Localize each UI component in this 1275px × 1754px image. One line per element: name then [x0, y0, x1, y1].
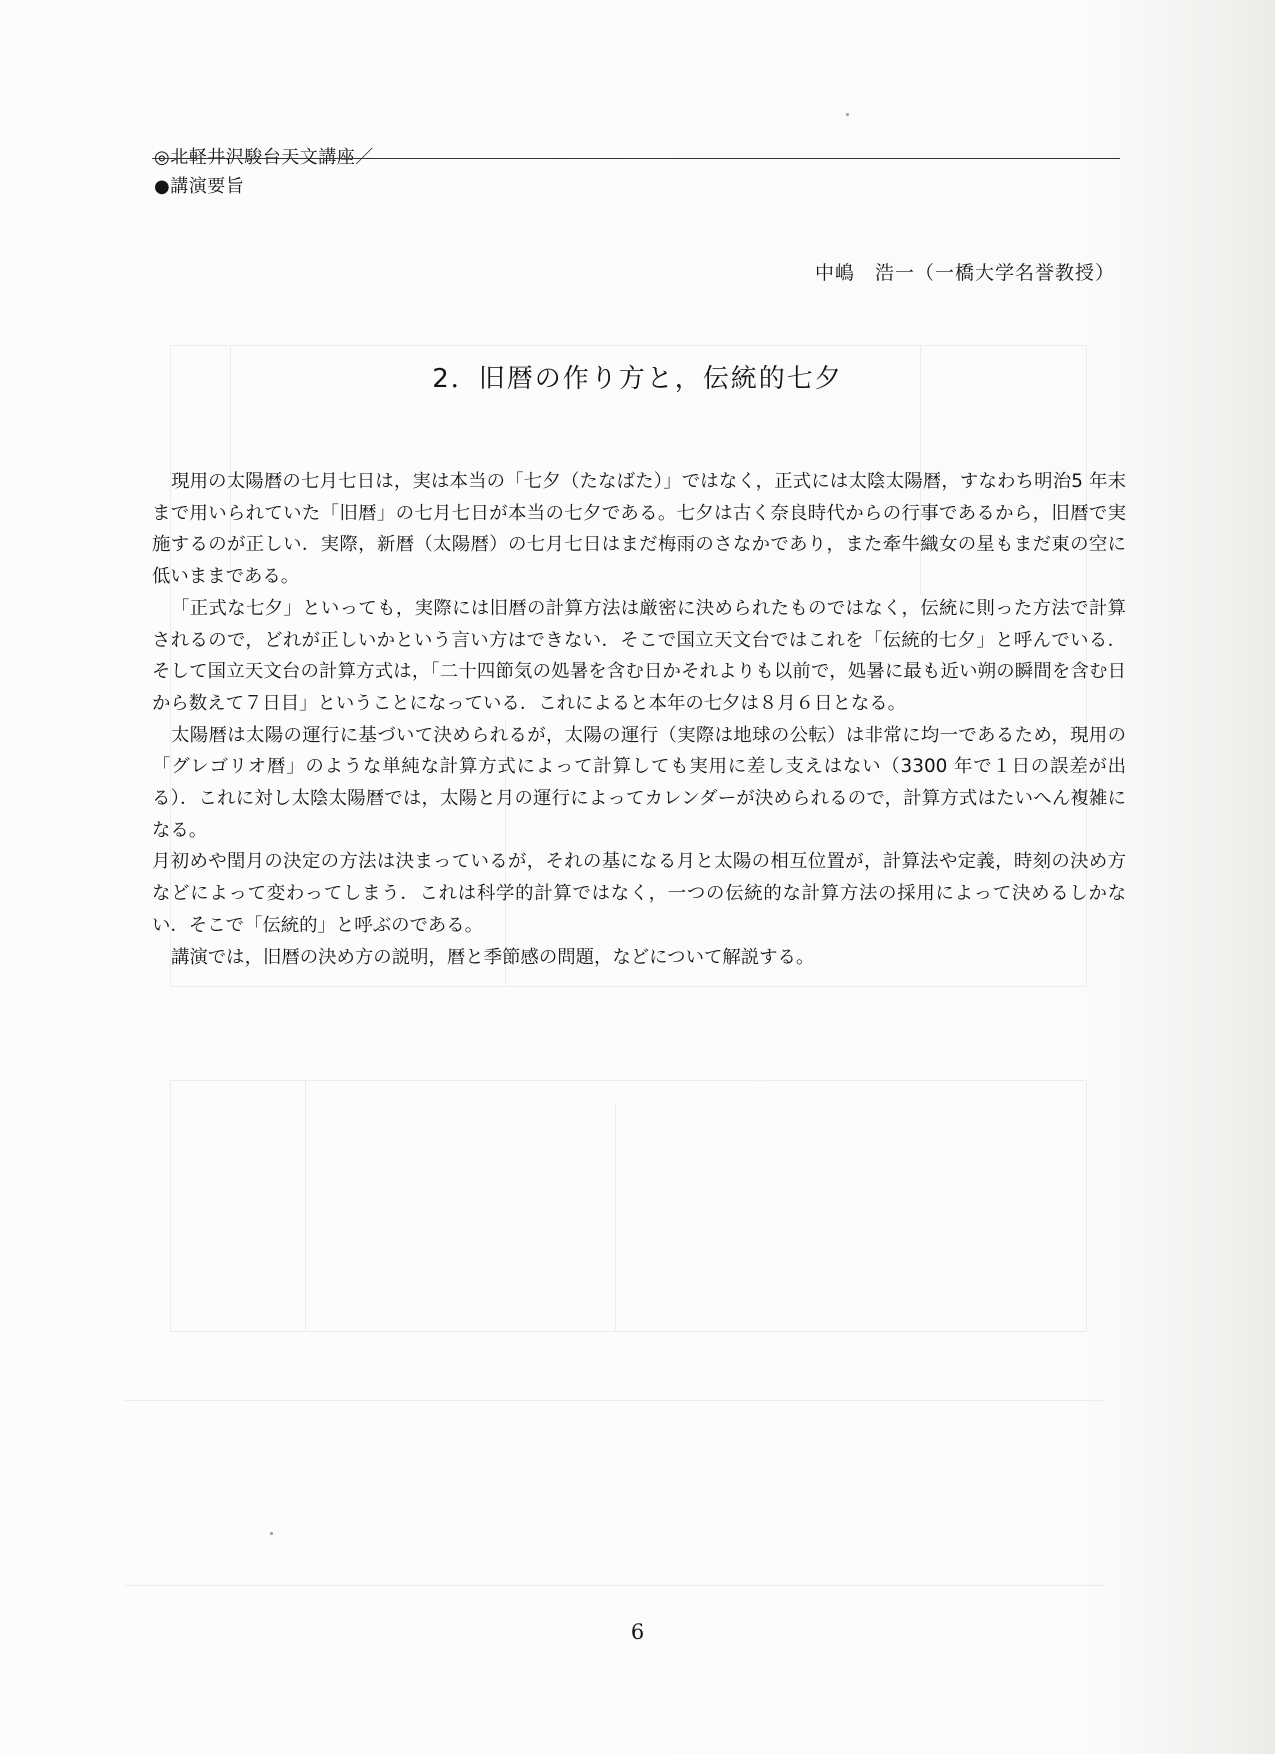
- paragraph: 月初めや閏月の決定の方法は決まっているが，それの基になる月と太陽の相互位置が，計算法や定義，時刻の決め方などによって変わってしまう．これは科学的計算ではなく，一つの伝統的な計算方法の採用によって決めるしかない．そこで「伝統的」と呼ぶのである。: [152, 851, 1126, 936]
- section-label: ●講演要旨: [154, 176, 245, 197]
- paragraph: 「正式な七夕」といっても，実際には旧暦の計算方法は厳密に決められたものではなく，伝統に則った方法で計算されるので，どれが正しいかという言い方はできない．そこで国立天文台ではこれを「伝統的七夕」と呼んでいる．そして国立天文台の計算方式は，「二十四節気の処暑を含む日かそれよりも以前で，処暑に最も近い朔の瞬間を含む日から数えて７日目」ということになっている．これによると本年の七夕は８月６日となる。: [152, 597, 1126, 714]
- paragraph: 太陽暦は太陽の運行に基づいて決められるが，太陽の運行（実際は地球の公転）は非常に均一であるため，現用の「グレゴリオ暦」のような単純な計算方式によって計算しても実用に差し支えはない（3300 年で１日の誤差が出る）．これに対し太陰太陽暦では，太陽と月の運行によってカレンダーが決められるので，計算方式はたいへん複雑になる。: [152, 724, 1126, 841]
- paragraph: 講演では，旧暦の決め方の説明，暦と季節感の問題，などについて解説する。: [171, 946, 815, 968]
- author-name: 中嶋 浩一（一橋大学名誉教授）: [814, 262, 1115, 284]
- bleed-through-rule: [125, 1400, 1105, 1401]
- bleed-through-rule: [125, 1585, 1105, 1586]
- paragraph: 現用の太陽暦の七月七日は，実は本当の「七夕（たなばた）」ではなく，正式には太陰太陽暦，すなわち明治5 年末まで用いられていた「旧暦」の七月七日が本当の七夕である。七夕は古く奈良時代からの行事であるから，旧暦で実施するのが正しい．実際，新暦（太陽暦）の七月七日はまだ梅雨のさなかであり，また牽牛織女の星もまだ東の空に低いままである。: [152, 471, 1126, 588]
- bleed-through-table-divider: [305, 1080, 306, 1330]
- lecture-series-heading: ◎北軽井沢駿台天文講座／: [154, 147, 374, 168]
- scan-speck: [846, 113, 849, 116]
- bleed-through-table-divider: [615, 1105, 616, 1330]
- header-divider: [152, 158, 1120, 159]
- scan-speck: [270, 1532, 273, 1535]
- page-number: 6: [630, 1620, 645, 1644]
- lecture-title: 2．旧暦の作り方と，伝統的七夕: [432, 364, 843, 394]
- abstract-body: [152, 466, 1126, 973]
- bleed-through-table-outline: [170, 1080, 1087, 1332]
